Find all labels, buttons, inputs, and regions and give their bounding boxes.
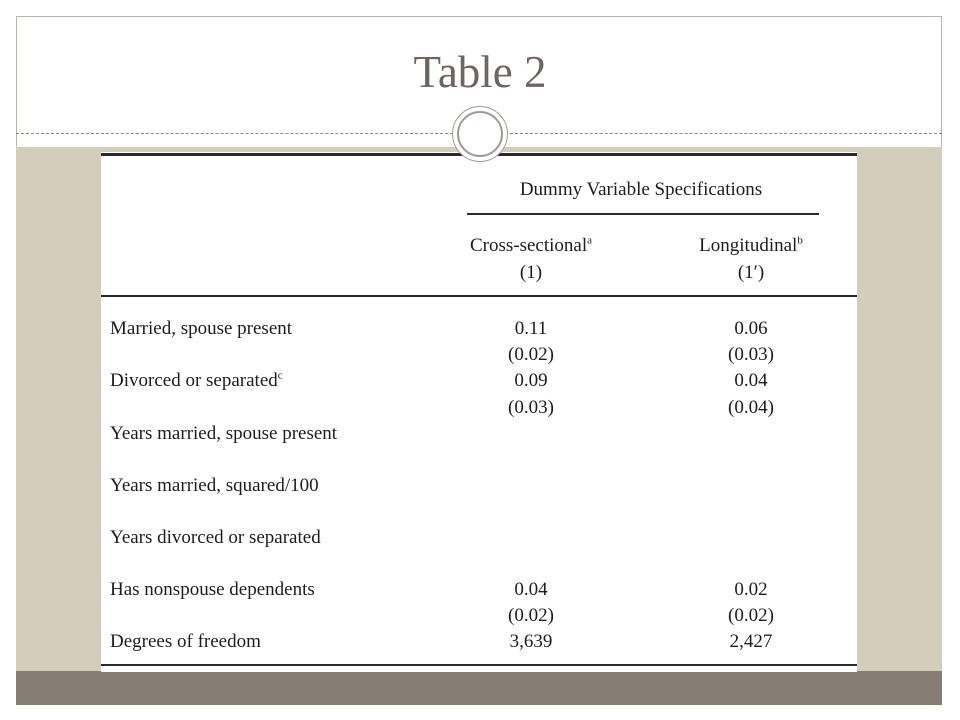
cell-married-cross: 0.11 <box>514 318 548 339</box>
circle-ornament-icon <box>452 106 508 162</box>
cell-dependents-cross: 0.04 <box>514 579 548 600</box>
cell-divorced-cross: 0.09 <box>514 370 548 391</box>
row-label-dependents: Has nonspouse dependents <box>110 579 315 600</box>
row-label-divorced <box>110 370 283 392</box>
se-dependents-long: (0.02) <box>728 605 774 626</box>
row-label-divorced-text: Divorced or separated <box>110 370 278 391</box>
cell-df-cross: 3,639 <box>509 631 553 652</box>
row-label-degrees-of-freedom: Degrees of freedom <box>110 631 261 652</box>
column-1-number: (1) <box>519 262 543 283</box>
column-2-number: (1′) <box>737 262 765 283</box>
regression-table <box>101 152 857 672</box>
cell-df-long: 2,427 <box>729 631 773 652</box>
slide-title: Table 2 <box>413 47 547 97</box>
header-bottom-rule <box>101 295 857 297</box>
row-label-years-divorced: Years divorced or separated <box>110 527 321 548</box>
table-bottom-rule <box>101 664 857 666</box>
row-label-years-married-squared: Years married, squared/100 <box>110 475 319 496</box>
se-divorced-cross: (0.03) <box>508 397 554 418</box>
column-1-footnote-marker: a <box>587 234 593 247</box>
se-married-long: (0.03) <box>728 344 774 365</box>
se-dependents-cross: (0.02) <box>508 605 554 626</box>
column-header-longitudinal <box>661 235 841 257</box>
cell-married-long: 0.06 <box>734 318 768 339</box>
cell-dependents-long: 0.02 <box>734 579 768 600</box>
footer-band <box>16 671 942 705</box>
column-2-name: Longitudinal <box>699 235 798 256</box>
row-label-married: Married, spouse present <box>110 318 293 339</box>
column-1-name: Cross-sectional <box>469 235 588 256</box>
cell-divorced-long: 0.04 <box>734 370 768 391</box>
row-label-divorced-footnote-marker: c <box>277 369 283 382</box>
circle-ornament-inner <box>457 111 503 157</box>
group-header: Dummy Variable Specifications <box>519 179 763 200</box>
group-header-rule <box>467 213 819 215</box>
column-2-footnote-marker: b <box>797 234 803 247</box>
se-divorced-long: (0.04) <box>728 397 774 418</box>
row-label-years-married: Years married, spouse present <box>110 423 338 444</box>
column-header-cross-sectional <box>441 235 621 257</box>
se-married-cross: (0.02) <box>508 344 554 365</box>
